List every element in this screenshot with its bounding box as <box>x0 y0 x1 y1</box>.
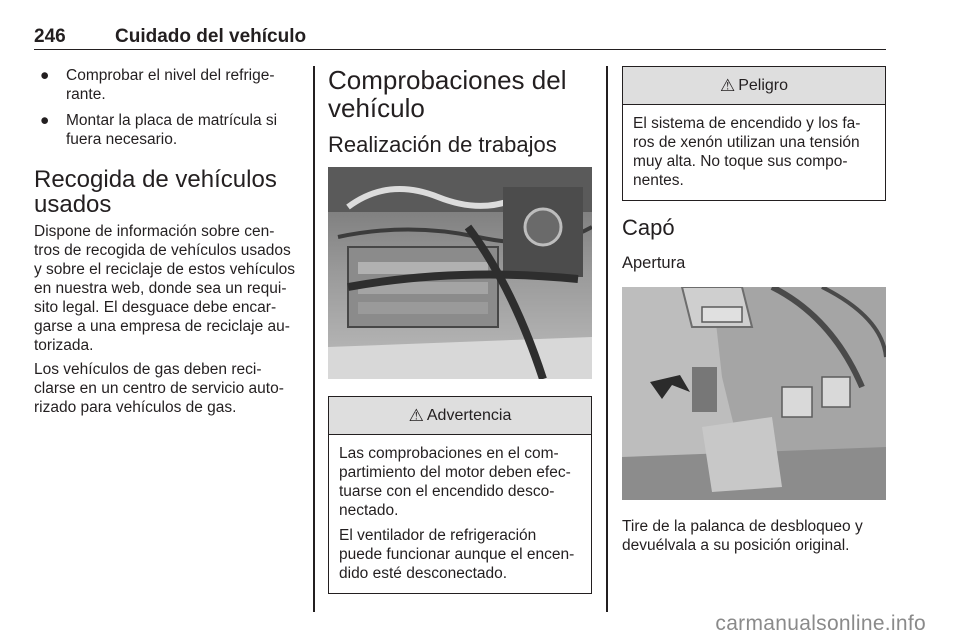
danger-box-body <box>623 105 885 200</box>
caption: Tire de la palanca de desbloqueo y devuélvala a su posición original. <box>622 518 863 554</box>
right-column <box>622 66 886 555</box>
subsection-heading: Realización de trabajos <box>328 132 557 157</box>
chapter-title: Cuidado del vehículo <box>115 26 307 47</box>
subsection-heading: Apertura <box>622 254 686 272</box>
hood-release-image <box>622 287 886 500</box>
paragraph: Dispone de información sobre cen-tros de recogida de vehículos usados y sobre el reciclaje de estos vehículos en nuestra web, donde sea un requi-sito legal. El desguace debe encar-garse a una empresa de reciclaje au-torizada. <box>34 223 296 354</box>
bullet-icon: ● <box>40 112 50 129</box>
left-column <box>34 66 298 417</box>
column-divider-right <box>606 66 608 612</box>
danger-title: Peligro <box>738 76 789 94</box>
warning-box-header <box>329 397 591 435</box>
page-number: 246 <box>34 26 66 47</box>
bullet-list <box>34 66 298 149</box>
page-header <box>34 24 886 50</box>
paragraph: Las comprobaciones en el com-partimiento del motor deben efec-tuarse con el encendido desco-nectado. <box>339 445 571 519</box>
paragraph: El sistema de encendido y los fa-ros de xenón utilizan una tensión muy alta. No toque sus compo-nentes. <box>633 115 861 189</box>
warning-icon: ⚠ <box>719 75 736 95</box>
column-divider-left <box>313 66 315 612</box>
watermark: carmanualsonline.info <box>715 612 926 635</box>
bullet-icon: ● <box>40 67 50 84</box>
paragraph: Los vehículos de gas deben reci-clarse en un centro de servicio auto-rizado para vehículos de gas. <box>34 361 284 416</box>
list-item <box>34 111 298 149</box>
warning-box <box>328 396 592 594</box>
section-heading: Recogida de vehículos usados <box>34 166 277 218</box>
warning-box-body <box>329 435 591 593</box>
warning-title: Advertencia <box>426 406 512 424</box>
warning-icon: ⚠ <box>408 405 424 425</box>
bullet-text: Comprobar el nivel del refrige-rante. <box>66 67 275 103</box>
paragraph: El ventilador de refrigeración puede funcionar aunque el encen-dido esté desconectado. <box>339 527 575 582</box>
section-heading: Capó <box>622 215 675 240</box>
section-heading: Comprobaciones del vehículo <box>328 65 567 123</box>
engine-compartment-image <box>328 167 592 379</box>
bullet-text: Montar la placa de matrícula si fuera necesario. <box>66 112 278 148</box>
danger-box <box>622 66 886 201</box>
list-item <box>34 66 298 104</box>
middle-column <box>328 66 592 594</box>
danger-box-header <box>623 67 885 105</box>
